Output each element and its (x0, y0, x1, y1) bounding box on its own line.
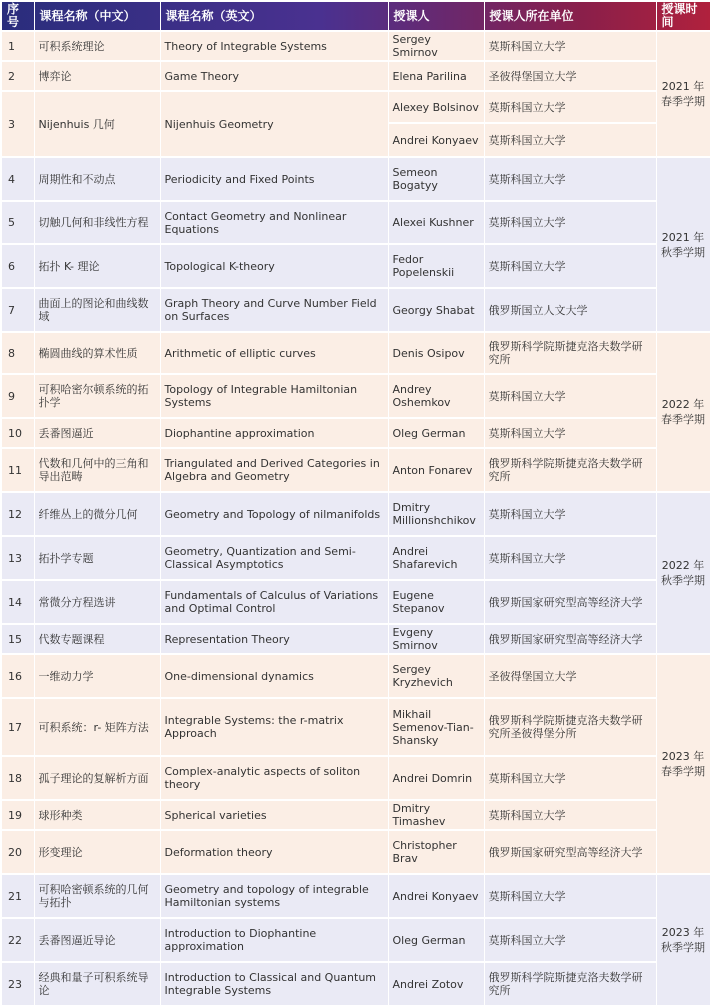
row-unit: 莫斯科国立大学 (484, 91, 656, 123)
row-teacher: Sergey Kryzhevich (388, 654, 484, 698)
row-idx: 5 (2, 201, 34, 244)
row-idx: 17 (2, 698, 34, 756)
row-course-en: One-dimensional dynamics (160, 654, 388, 698)
row-teacher: Andrei Zotov (388, 962, 484, 1006)
row-unit: 俄罗斯科学院斯捷克洛夫数学研究所圣彼得堡分所 (484, 698, 656, 756)
row-teacher: Oleg German (388, 418, 484, 448)
row-teacher: Andrey Oshemkov (388, 374, 484, 418)
row-course-en: Integrable Systems: the r-matrix Approach (160, 698, 388, 756)
row-course-en: Theory of Integrable Systems (160, 31, 388, 61)
row-course-en: Graph Theory and Curve Number Field on Surfaces (160, 288, 388, 332)
row-unit: 圣彼得堡国立大学 (484, 654, 656, 698)
row-teacher: Alexei Kushner (388, 201, 484, 244)
table-row (2, 492, 710, 536)
row-unit: 俄罗斯国家研究型高等经济大学 (484, 624, 656, 654)
row-unit: 莫斯科国立大学 (484, 123, 656, 157)
table-row (2, 244, 710, 288)
table-row (2, 31, 710, 61)
table-header-row (2, 1, 710, 31)
table-row (2, 201, 710, 244)
table-row (2, 830, 710, 874)
row-course-cn: 拓扑 K- 理论 (34, 244, 160, 288)
row-course-en: Deformation theory (160, 830, 388, 874)
row-unit: 俄罗斯科学院斯捷克洛夫数学研究所 (484, 448, 656, 492)
row-course-en: Game Theory (160, 61, 388, 91)
row-course-cn: 可积哈密尔顿系统的拓扑学 (34, 374, 160, 418)
row-idx: 19 (2, 800, 34, 830)
row-idx: 12 (2, 492, 34, 536)
row-unit: 莫斯科国立大学 (484, 374, 656, 418)
row-unit: 莫斯科国立大学 (484, 918, 656, 962)
row-course-en: Topological K-theory (160, 244, 388, 288)
row-course-cn: 丢番图逼近导论 (34, 918, 160, 962)
semester-2022-autumn: 2022 年秋季学期 (656, 492, 710, 654)
row-teacher: Evgeny Smirnov (388, 624, 484, 654)
row-course-en: Representation Theory (160, 624, 388, 654)
table-row (2, 418, 710, 448)
row-course-en: Geometry, Quantization and Semi-Classical Asymptotics (160, 536, 388, 580)
row-course-en: Spherical varieties (160, 800, 388, 830)
row-course-cn: 可积系统理论 (34, 31, 160, 61)
row-teacher: Christopher Brav (388, 830, 484, 874)
row-unit: 莫斯科国立大学 (484, 244, 656, 288)
row-course-cn: 球形种类 (34, 800, 160, 830)
row-teacher: Mikhail Semenov-Tian-Shansky (388, 698, 484, 756)
row-course-cn: 周期性和不动点 (34, 157, 160, 201)
row-teacher: Dmitry Millionshchikov (388, 492, 484, 536)
semester-2023-autumn: 2023 年秋季学期 (656, 874, 710, 1006)
row-course-cn: 博弈论 (34, 61, 160, 91)
row-idx: 21 (2, 874, 34, 918)
header-course-en: 课程名称（英文） (160, 1, 388, 31)
row-course-cn: Nijenhuis 几何 (34, 91, 160, 157)
table-row (2, 874, 710, 918)
row-idx: 8 (2, 332, 34, 374)
row-idx: 11 (2, 448, 34, 492)
row-teacher: Dmitry Timashev (388, 800, 484, 830)
row-course-en: Arithmetic of elliptic curves (160, 332, 388, 374)
table-row (2, 918, 710, 962)
row-course-en: Introduction to Diophantine approximation (160, 918, 388, 962)
row-course-cn: 一维动力学 (34, 654, 160, 698)
row-teacher: Andrei Shafarevich (388, 536, 484, 580)
semester-2023-spring: 2023 年春季学期 (656, 654, 710, 874)
row-course-cn: 形变理论 (34, 830, 160, 874)
row-course-en: Topology of Integrable Hamiltonian Systems (160, 374, 388, 418)
table-row (2, 91, 710, 123)
row-teacher: Anton Fonarev (388, 448, 484, 492)
row-idx: 6 (2, 244, 34, 288)
row-idx: 23 (2, 962, 34, 1006)
row-course-cn: 孤子理论的复解析方面 (34, 756, 160, 800)
row-idx: 7 (2, 288, 34, 332)
table-row (2, 580, 710, 624)
row-teacher: Elena Parilina (388, 61, 484, 91)
row-course-en: Nijenhuis Geometry (160, 91, 388, 157)
row-idx: 2 (2, 61, 34, 91)
row-course-en: Geometry and topology of integrable Hamiltonian systems (160, 874, 388, 918)
row-course-cn: 曲面上的图论和曲线数域 (34, 288, 160, 332)
header-course-cn: 课程名称（中文） (34, 1, 160, 31)
header-idx: 序号 (2, 1, 34, 31)
table-row (2, 962, 710, 1006)
row-teacher: Semeon Bogatyy (388, 157, 484, 201)
row-teacher: Andrei Konyaev (388, 123, 484, 157)
row-teacher: Georgy Shabat (388, 288, 484, 332)
row-unit: 莫斯科国立大学 (484, 492, 656, 536)
row-unit: 莫斯科国立大学 (484, 874, 656, 918)
table-row (2, 654, 710, 698)
table-row (2, 536, 710, 580)
row-unit: 莫斯科国立大学 (484, 201, 656, 244)
row-teacher: Andrei Konyaev (388, 874, 484, 918)
table-row (2, 756, 710, 800)
semester-2022-spring: 2022 年春季学期 (656, 332, 710, 492)
row-course-en: Contact Geometry and Nonlinear Equations (160, 201, 388, 244)
row-unit: 俄罗斯科学院斯捷克洛夫数学研究所 (484, 332, 656, 374)
course-table (2, 0, 711, 1007)
row-teacher: Sergey Smirnov (388, 31, 484, 61)
semester-2021-spring: 2021 年春季学期 (656, 31, 710, 157)
row-course-cn: 代数和几何中的三角和导出范畴 (34, 448, 160, 492)
row-teacher: Eugene Stepanov (388, 580, 484, 624)
row-idx: 18 (2, 756, 34, 800)
row-teacher: Andrei Domrin (388, 756, 484, 800)
row-idx: 10 (2, 418, 34, 448)
row-idx: 4 (2, 157, 34, 201)
table-row (2, 332, 710, 374)
row-course-cn: 拓扑学专题 (34, 536, 160, 580)
row-idx: 16 (2, 654, 34, 698)
semester-2021-autumn: 2021 年秋季学期 (656, 157, 710, 332)
row-idx: 3 (2, 91, 34, 157)
header-time: 授课时间 (656, 1, 710, 31)
row-unit: 莫斯科国立大学 (484, 157, 656, 201)
table-row (2, 374, 710, 418)
table-row (2, 61, 710, 91)
row-idx: 20 (2, 830, 34, 874)
row-course-cn: 切触几何和非线性方程 (34, 201, 160, 244)
row-unit: 莫斯科国立大学 (484, 800, 656, 830)
row-unit: 莫斯科国立大学 (484, 756, 656, 800)
row-course-cn: 纤维丛上的微分几何 (34, 492, 160, 536)
row-course-cn: 可积哈密顿系统的几何与拓扑 (34, 874, 160, 918)
row-teacher: Denis Osipov (388, 332, 484, 374)
table-row (2, 698, 710, 756)
row-unit: 俄罗斯国立人文大学 (484, 288, 656, 332)
table-row (2, 448, 710, 492)
row-idx: 9 (2, 374, 34, 418)
table-row (2, 288, 710, 332)
row-course-en: Introduction to Classical and Quantum Integrable Systems (160, 962, 388, 1006)
row-unit: 莫斯科国立大学 (484, 31, 656, 61)
row-course-cn: 代数专题课程 (34, 624, 160, 654)
row-teacher: Fedor Popelenskii (388, 244, 484, 288)
row-course-en: Periodicity and Fixed Points (160, 157, 388, 201)
row-course-en: Fundamentals of Calculus of Variations and Optimal Control (160, 580, 388, 624)
row-course-cn: 常微分方程选讲 (34, 580, 160, 624)
row-idx: 13 (2, 536, 34, 580)
table-row (2, 800, 710, 830)
row-course-cn: 丢番图逼近 (34, 418, 160, 448)
row-unit: 圣彼得堡国立大学 (484, 61, 656, 91)
table-row (2, 624, 710, 654)
row-idx: 15 (2, 624, 34, 654)
row-idx: 14 (2, 580, 34, 624)
row-unit: 俄罗斯国家研究型高等经济大学 (484, 580, 656, 624)
row-course-cn: 经典和量子可积系统导论 (34, 962, 160, 1006)
course-table-container (2, 0, 710, 1007)
table-row (2, 157, 710, 201)
row-course-cn: 椭圆曲线的算术性质 (34, 332, 160, 374)
row-teacher: Alexey Bolsinov (388, 91, 484, 123)
row-course-cn: 可积系统：r- 矩阵方法 (34, 698, 160, 756)
row-course-en: Diophantine approximation (160, 418, 388, 448)
header-unit: 授课人所在单位 (484, 1, 656, 31)
row-unit: 莫斯科国立大学 (484, 418, 656, 448)
row-idx: 22 (2, 918, 34, 962)
row-unit: 俄罗斯科学院斯捷克洛夫数学研究所 (484, 962, 656, 1006)
row-idx: 1 (2, 31, 34, 61)
row-course-en: Triangulated and Derived Categories in Algebra and Geometry (160, 448, 388, 492)
header-teacher: 授课人 (388, 1, 484, 31)
row-teacher: Oleg German (388, 918, 484, 962)
row-unit: 俄罗斯国家研究型高等经济大学 (484, 830, 656, 874)
row-unit: 莫斯科国立大学 (484, 536, 656, 580)
row-course-en: Geometry and Topology of nilmanifolds (160, 492, 388, 536)
row-course-en: Complex-analytic aspects of soliton theory (160, 756, 388, 800)
